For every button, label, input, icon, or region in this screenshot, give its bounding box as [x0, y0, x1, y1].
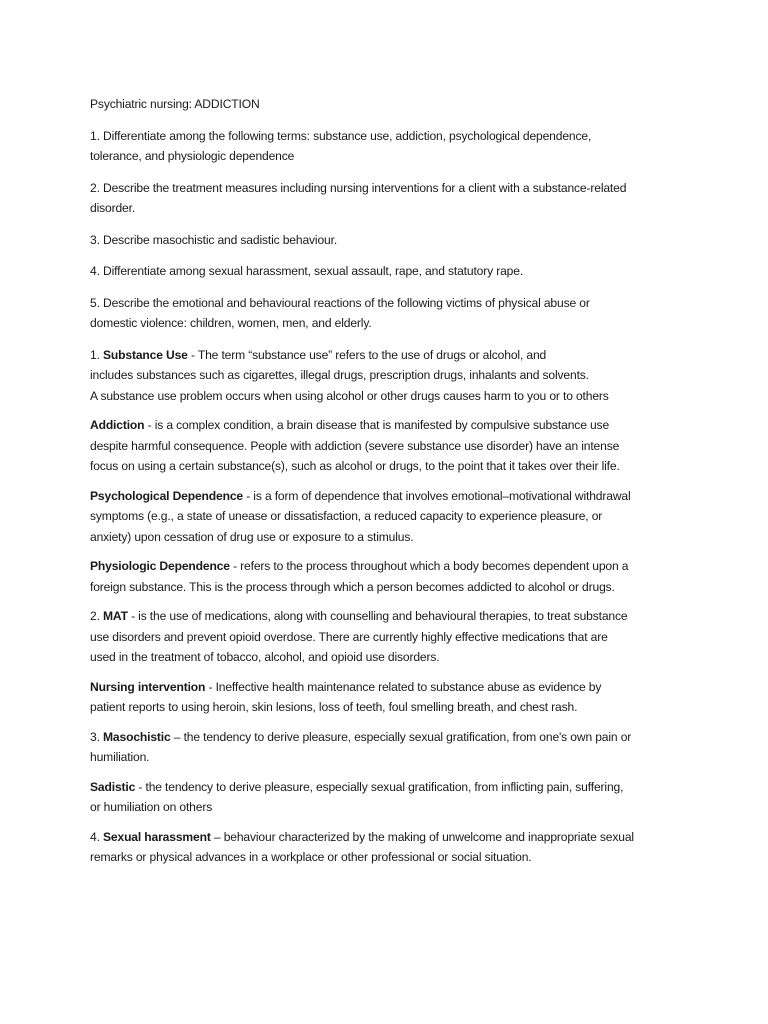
question-1	[90, 126, 690, 167]
definition-text: – behaviour characterized by the making of unwelcome and inappropriate sexual	[210, 829, 634, 844]
term-masochistic: Masochistic	[103, 729, 171, 744]
answer-psychological-dependence-line-2: symptoms (e.g., a state of unease or dissatisfaction, a reduced capacity to experience pleasure, or	[90, 509, 603, 523]
answer-mat-line-1	[90, 606, 690, 627]
term-addiction: Addiction	[90, 418, 145, 432]
page-title: Psychiatric nursing: ADDICTION	[90, 97, 260, 111]
definition-text: - refers to the process throughout which a body becomes dependent upon a	[229, 559, 629, 573]
answer-mat-line-2: use disorders and prevent opioid overdose. There are currently highly effective medications that are	[90, 629, 608, 644]
term-mat: MAT	[103, 609, 128, 623]
answer-physiologic-dependence	[90, 556, 690, 597]
definition-text: - is a complex condition, a brain disease that is manifested by compulsive substance use	[144, 418, 610, 432]
answer-mat	[90, 606, 690, 668]
definition-text: – the tendency to derive pleasure, especially sexual gratification, from one's own pain or	[170, 729, 632, 744]
answer-substance-use-line-2: includes substances such as cigarettes, illegal drugs, prescription drugs, inhalants and solvents.	[90, 368, 589, 382]
answer-masochistic	[90, 727, 690, 768]
answer-substance-use-line-1	[90, 345, 690, 366]
question-3-line-1: 3. Describe masochistic and sadistic behaviour.	[90, 232, 338, 247]
answer-psychological-dependence	[90, 486, 690, 548]
answer-sexual-harassment-line-1	[90, 827, 690, 848]
question-1-line-1: 1. Differentiate among the following terms: substance use, addiction, psychological dependence,	[90, 128, 592, 143]
answer-masochistic-line-1	[90, 727, 690, 748]
definition-text: - The term “substance use” refers to the use of drugs or alcohol, and	[187, 347, 547, 362]
question-2-line-2: disorder.	[90, 201, 136, 215]
answer-nursing-intervention-line-2: patient reports to using heroin, skin lesions, loss of teeth, foul smelling breath, and chest rash.	[90, 700, 578, 714]
term-physiologic-dependence: Physiologic Dependence	[90, 559, 230, 573]
definition-text: - the tendency to derive pleasure, especially sexual gratification, from inflicting pain, suffering,	[135, 779, 624, 794]
answer-prefix: 1.	[90, 347, 103, 362]
answer-addiction-line-3: focus on using a certain substance(s), such as alcohol or drugs, to the point that it takes over their life.	[90, 459, 620, 473]
term-psychological-dependence: Psychological Dependence	[90, 488, 243, 503]
answer-substance-use	[90, 345, 690, 407]
answer-sadistic-line-1	[90, 777, 690, 798]
answer-sadistic	[90, 777, 690, 818]
question-2-line-1: 2. Describe the treatment measures including nursing interventions for a client with a substance-related	[90, 180, 627, 195]
answer-prefix: 3.	[90, 729, 103, 744]
term-substance-use: Substance Use	[103, 347, 188, 362]
answer-masochistic-line-2: humiliation.	[90, 750, 150, 764]
answer-physiologic-dependence-line-1	[90, 556, 690, 577]
term-nursing-intervention: Nursing intervention	[90, 679, 206, 694]
document-page	[90, 94, 690, 877]
answer-psychological-dependence-line-1	[90, 486, 690, 507]
definition-text: - is the use of medications, along with counselling and behavioural therapies, to treat substance	[127, 609, 628, 623]
question-3	[90, 230, 690, 251]
definition-text: - is a form of dependence that involves emotional–motivational withdrawal	[243, 488, 631, 503]
question-2	[90, 178, 690, 219]
definition-text: - Ineffective health maintenance related to substance abuse as evidence by	[205, 679, 602, 694]
question-4	[90, 261, 690, 282]
answer-addiction-line-1	[90, 415, 690, 436]
answer-sadistic-line-2: or humiliation on others	[90, 800, 213, 814]
term-sexual-harassment: Sexual harassment	[103, 829, 211, 844]
term-sadistic: Sadistic	[90, 779, 136, 794]
answer-addiction	[90, 415, 690, 477]
question-4-line-1: 4. Differentiate among sexual harassment, sexual assault, rape, and statutory rape.	[90, 264, 524, 278]
question-5-line-2: domestic violence: children, women, men, and elderly.	[90, 316, 372, 330]
answer-physiologic-dependence-line-2: foreign substance. This is the process through which a person becomes addicted to alcohol or drugs.	[90, 579, 615, 594]
answer-sexual-harassment-line-2: remarks or physical advances in a workplace or other professional or social situation.	[90, 850, 532, 864]
answer-mat-line-3: used in the treatment of tobacco, alcohol, and opioid use disorders.	[90, 650, 440, 664]
question-1-line-2: tolerance, and physiologic dependence	[90, 149, 295, 163]
answer-nursing-intervention	[90, 677, 690, 718]
answer-prefix: 4.	[90, 829, 103, 844]
answer-psychological-dependence-line-3: anxiety) upon cessation of drug use or exposure to a stimulus.	[90, 529, 414, 544]
answer-addiction-line-2: despite harmful consequence. People with addiction (severe substance use disorder) have an intense	[90, 438, 620, 453]
answer-substance-use-line-3: A substance use problem occurs when using alcohol or other drugs causes harm to you or to others	[90, 388, 609, 403]
answer-nursing-intervention-line-1	[90, 677, 690, 698]
question-5-line-1: 5. Describe the emotional and behavioural reactions of the following victims of physical abuse or	[90, 295, 590, 310]
question-5	[90, 293, 690, 334]
answer-sexual-harassment	[90, 827, 690, 868]
answer-prefix: 2.	[90, 609, 103, 623]
